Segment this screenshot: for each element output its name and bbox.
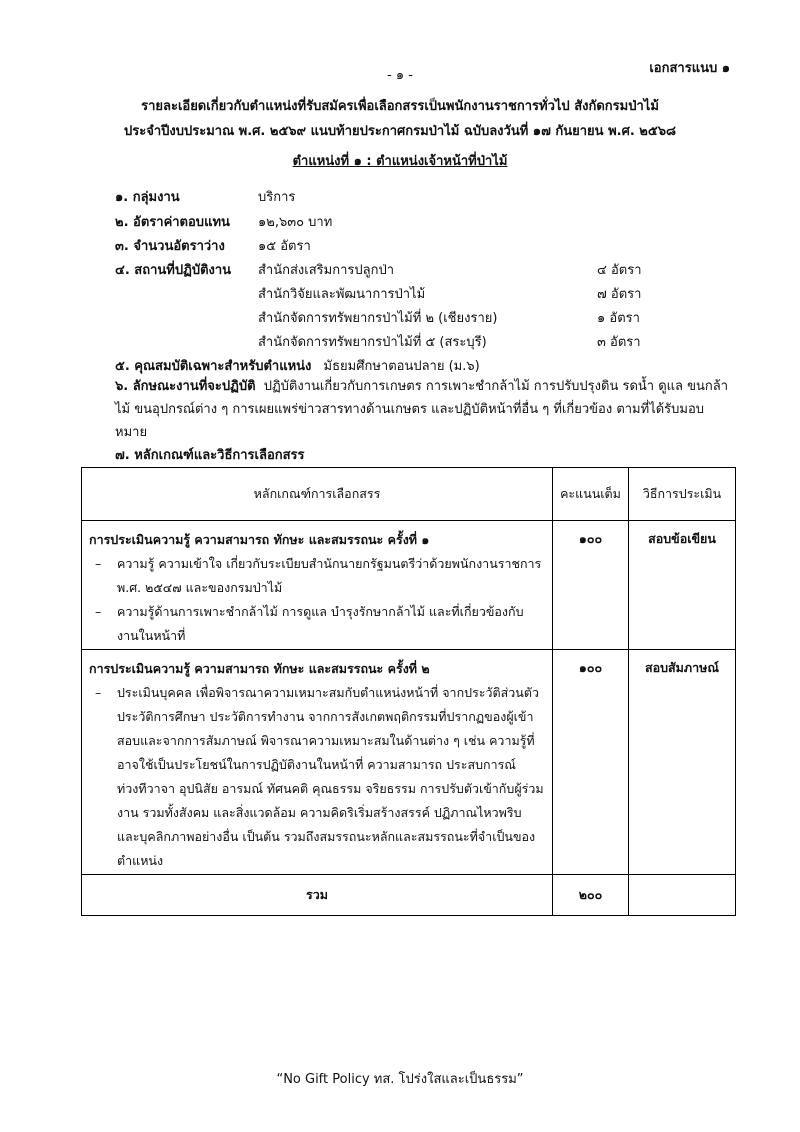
criteria-cell bbox=[82, 650, 553, 875]
location-name: สำนักส่งเสริมการปลูกป่า bbox=[258, 263, 394, 278]
group-value: บริการ bbox=[258, 190, 296, 205]
location-count: ๓ อัตรา bbox=[597, 335, 641, 350]
location-name: สำนักจัดการทรัพยากรป่าไม้ที่ ๒ (เชียงราย) bbox=[258, 311, 498, 326]
total-label: รวม bbox=[82, 875, 553, 916]
method-cell: สอบสัมภาษณ์ bbox=[629, 650, 736, 875]
position-title: ตำแหน่งที่ ๑ : ตำแหน่งเจ้าหน้าที่ป่าไม้ bbox=[292, 154, 508, 169]
location-label: ๔. สถานที่ปฏิบัติงาน bbox=[115, 263, 232, 278]
qualification-label: ๕. คุณสมบัติเฉพาะสำหรับตำแหน่ง bbox=[115, 359, 312, 374]
criteria-section-title: การประเมินความรู้ ความสามารถ ทักษะ และสมรรถนะ ครั้งที่ ๒ bbox=[89, 661, 430, 676]
page-number: - ๑ - bbox=[387, 68, 413, 83]
criteria-label: ๗. หลักเกณฑ์และวิธีการเลือกสรร bbox=[115, 448, 305, 463]
table-header-row bbox=[82, 468, 736, 521]
total-score: ๒๐๐ bbox=[553, 875, 629, 916]
doc-title-line2: ประจำปีงบประมาณ พ.ศ. ๒๕๖๙ แนบท้ายประกาศกรมป่าไม้ ฉบับลงวันที่ ๑๗ กันยายน พ.ศ. ๒๕๖๘ bbox=[124, 124, 676, 139]
score-cell: ๑๐๐ bbox=[553, 521, 629, 650]
criteria-cell bbox=[82, 521, 553, 650]
col-method-header: วิธีการประเมิน bbox=[629, 468, 736, 521]
col-criteria-header: หลักเกณฑ์การเลือกสรร bbox=[82, 468, 553, 521]
total-row bbox=[82, 875, 736, 916]
vacancy-label: ๓. จำนวนอัตราว่าง bbox=[115, 239, 225, 254]
method-cell: สอบข้อเขียน bbox=[629, 521, 736, 650]
score-cell: ๑๐๐ bbox=[553, 650, 629, 875]
total-method-empty bbox=[629, 875, 736, 916]
location-count: ๔ อัตรา bbox=[597, 263, 642, 278]
table-row bbox=[82, 650, 736, 875]
location-name: สำนักวิจัยและพัฒนาการป่าไม้ bbox=[258, 287, 426, 302]
table-row bbox=[82, 521, 736, 650]
criteria-table bbox=[81, 467, 736, 916]
qualification-value: มัธยมศึกษาตอนปลาย (ม.๖) bbox=[323, 359, 480, 374]
criteria-bullet: – ประเมินบุคคล เพื่อพิจารณาความเหมาะสมกับตำแหน่งหน้าที่ จากประวัติส่วนตัว ประวัติการศึกษา ประวัติการทำงาน จากการสังเกตพฤติกรรมที่ปรากฏของผู้เข้าสอบและจากการสัมภาษณ์ พิจารณาความเหมาะสมในด้านต่าง ๆ เช่น ความรู้ที่อาจใช้เป็นประโยชน์ในการปฏิบัติงานในหน้าที่ ความสามารถ ประสบการณ์ ท่วงทีวาจา อุปนิสัย อารมณ์ ทัศนคติ คุณธรรม จริยธรรม การปรับตัวเข้ากับผู้ร่วมงาน รวมทั้งสังคม และสิ่งแวดล้อม ความคิดริเริ่มสร้างสรรค์ ปฏิภาณไหวพริบ และบุคลิกภาพอย่างอื่น เป็นต้น รวมถึงสมรรถนะหลักและสมรรถนะที่จำเป็นของตำแหน่ง bbox=[83, 681, 551, 873]
doc-title-line1: รายละเอียดเกี่ยวกับตำแหน่งที่รับสมัครเพื่อเลือกสรรเป็นพนักงานราชการทั่วไป สังกัดกรมป่าไม้ bbox=[141, 99, 659, 114]
attachment-label: เอกสารแนบ ๑ bbox=[649, 61, 730, 76]
criteria-bullet: – ความรู้ด้านการเพาะชำกล้าไม้ การดูแล บำรุงรักษากล้าไม้ และที่เกี่ยวข้องกับงานในหน้าที่ bbox=[83, 600, 551, 648]
criteria-section-title: การประเมินความรู้ ความสามารถ ทักษะ และสมรรถนะ ครั้งที่ ๑ bbox=[89, 532, 430, 547]
vacancy-value: ๑๕ อัตรา bbox=[258, 239, 311, 254]
location-count: ๗ อัตรา bbox=[597, 287, 642, 302]
footer-slogan: “No Gift Policy ทส. โปร่งใสและเป็นธรรม” bbox=[276, 1072, 524, 1087]
pay-label: ๒. อัตราค่าตอบแทน bbox=[115, 215, 230, 230]
group-label: ๑. กลุ่มงาน bbox=[115, 190, 180, 205]
duty-value: ปฏิบัติงานเกี่ยวกับการเกษตร การเพาะชำกล้าไม้ การปรับปรุงดิน รดน้ำ ดูแล ขนกล้าไม้ ขนอุปกรณ์ต่าง ๆ การเผยแพร่ข่าวสารทางด้านเกษตร และปฏิบัติหน้าที่อื่น ๆ ที่เกี่ยวข้อง ตามที่ได้รับมอบหมาย bbox=[115, 379, 729, 440]
pay-value: ๑๒,๖๓๐ บาท bbox=[258, 215, 333, 230]
location-name: สำนักจัดการทรัพยากรป่าไม้ที่ ๕ (สระบุรี) bbox=[258, 335, 487, 350]
duty-paragraph bbox=[115, 375, 735, 444]
duty-label: ๖. ลักษณะงานที่จะปฏิบัติ bbox=[115, 379, 256, 394]
qualification-row bbox=[115, 355, 480, 376]
location-count: ๑ อัตรา bbox=[597, 311, 640, 326]
col-score-header: คะแนนเต็ม bbox=[553, 468, 629, 521]
criteria-bullet: – ความรู้ ความเข้าใจ เกี่ยวกับระเบียบสำนักนายกรัฐมนตรีว่าด้วยพนักงานราชการ พ.ศ. ๒๕๔๗ และของกรมป่าไม้ bbox=[83, 552, 551, 600]
